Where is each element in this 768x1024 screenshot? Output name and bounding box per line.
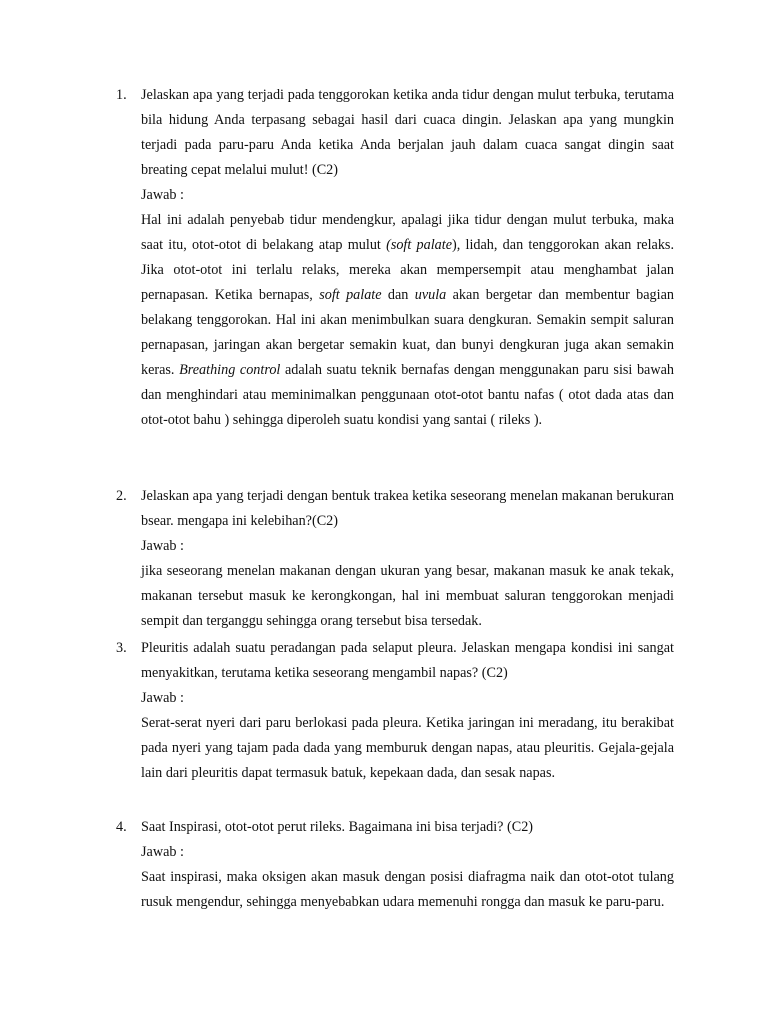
italic-term: uvula	[414, 287, 447, 303]
question-text: Pleuritis adalah suatu peradangan pada selaput pleura. Jelaskan mengapa kondisi ini sangat menyakitkan, terutama ketika seseorang mengambil napas? (C2)	[141, 640, 674, 681]
question-text: Jelaskan apa yang terjadi dengan bentuk trakea ketika seseorang menelan makanan berukuran bsear. mengapa ini kelebihan?(C2)	[141, 488, 674, 529]
italic-term: Breathing control	[179, 362, 281, 378]
answer-label: Jawab :	[141, 538, 184, 554]
question-text: Saat Inspirasi, otot-otot perut rileks. Bagaimana ini bisa terjadi? (C2)	[141, 819, 534, 835]
answer-label: Jawab :	[141, 187, 184, 203]
italic-term: soft palate	[319, 287, 382, 303]
answer-text: jika seseorang menelan makanan dengan ukuran yang besar, makanan masuk ke anak tekak, makanan tersebut masuk ke kerongkongan, hal ini membuat saluran tenggorokan menjadi sempit dan terganggu sehingga orang tersebut bisa tersedak.	[141, 563, 674, 629]
question-number: 3.	[116, 640, 127, 656]
answer-text: Serat-serat nyeri dari paru berlokasi pada pleura. Ketika jaringan ini meradang, itu berakibat pada nyeri yang tajam pada dada yang memburuk dengan napas, atau pleuritis. Gejala-gejala lain dari pleuritis dapat termasuk batuk, kepekaan dada, dan sesak napas.	[141, 715, 674, 781]
question-number: 2.	[116, 488, 127, 504]
answer-label: Jawab :	[141, 844, 184, 860]
answer-text: Saat inspirasi, maka oksigen akan masuk dengan posisi diafragma naik dan otot-otot tulang rusuk mengendur, sehingga menyebabkan udara memenuhi rongga dan masuk ke paru-paru.	[141, 869, 674, 910]
question-item-2	[116, 484, 674, 634]
question-number: 4.	[116, 819, 127, 835]
question-number: 1.	[116, 87, 127, 103]
answer-label: Jawab :	[141, 690, 184, 706]
question-item-3	[116, 636, 674, 786]
italic-term: (soft palate	[386, 237, 453, 253]
question-text: Jelaskan apa yang terjadi pada tenggorokan ketika anda tidur dengan mulut terbuka, terutama bila hidung Anda terpasang sebagai hasil dari cuaca dingin. Jelaskan apa yang mungkin terjadi pada paru-paru Anda ketika Anda berjalan jauh dalam cuaca sangat dingin saat breating cepat melalui mulut! (C2)	[141, 87, 674, 178]
question-item-1	[116, 83, 674, 433]
question-item-4	[116, 815, 674, 915]
answer-text: Hal ini adalah penyebab tidur mendengkur, apalagi jika tidur dengan mulut terbuka, maka saat itu, otot-otot di belakang atap mulut (soft palate), lidah, dan tenggorokan akan relaks. Jika otot-otot ini terlalu relaks, mereka akan mempersempit atau menghambat jalan pernapasan. Ketika bernapas, soft palate dan uvula akan bergetar dan membentur bagian belakang tenggorokan. Hal ini akan menimbulkan suara dengkuran. Semakin sempit saluran pernapasan, jaringan akan bergetar semakin kuat, dan bunyi dengkuran juga akan semakin keras. Breathing control adalah suatu teknik bernafas dengan menggunakan paru sisi bawah dan menghindari atau meminimalkan penggunaan otot-otot bantu nafas ( otot dada atas dan otot-otot bahu ) sehingga diperoleh suatu kondisi yang santai ( rileks ).	[141, 212, 674, 428]
